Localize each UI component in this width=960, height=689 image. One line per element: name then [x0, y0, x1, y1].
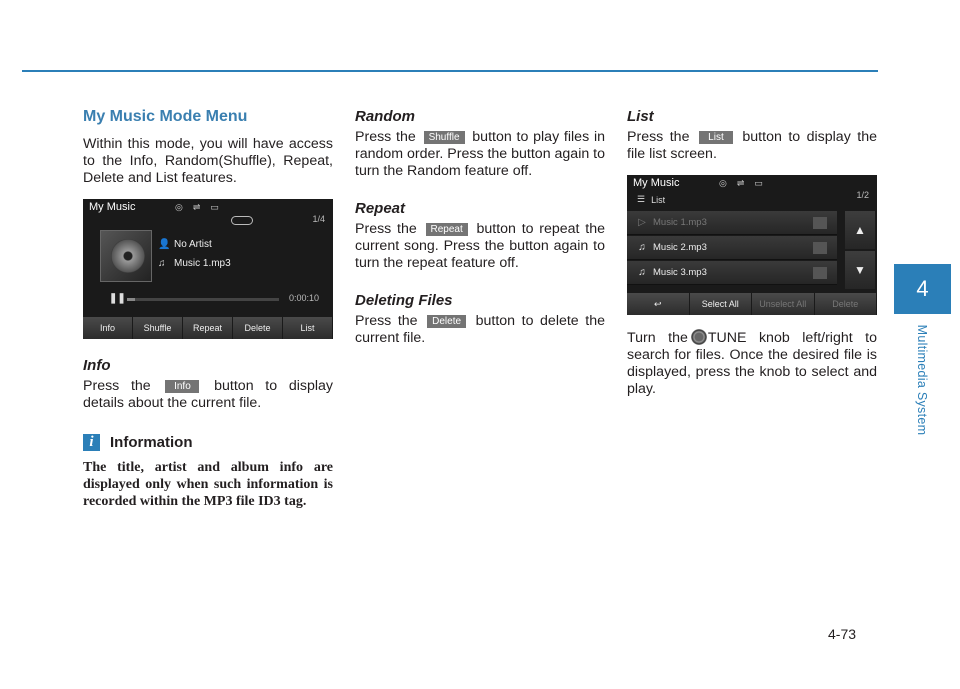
list-button-bar: [627, 293, 877, 315]
column-1: [83, 108, 333, 510]
music-note-icon: ♫: [638, 242, 646, 253]
progress-bar[interactable]: [127, 298, 279, 301]
song-name: Music 1.mp3: [174, 258, 231, 269]
text: Press the: [627, 129, 690, 145]
file-row[interactable]: [627, 261, 837, 285]
text: button to repeat the current song. Press the button again to turn the repeat feature off.: [355, 221, 605, 271]
intro-paragraph: Within this mode, you will have access to the Info, Random(Shuffle), Repeat, Delete and List features.: [83, 136, 333, 186]
list-icon: ☰: [637, 194, 646, 204]
list-paragraph: [627, 129, 877, 163]
checkbox[interactable]: [813, 217, 827, 229]
text: Turn the: [627, 330, 688, 346]
toggle-icon: [231, 216, 253, 225]
file-name: Music 1.mp3: [653, 217, 707, 228]
info-paragraph: [83, 378, 333, 412]
list-label: List: [651, 194, 666, 205]
list-chip: List: [699, 131, 733, 144]
text: button to play files in random order. Press the button again to turn the Random feature off.: [355, 129, 606, 179]
usb-icon: ⇌: [736, 178, 755, 188]
disc-icon: ◎: [175, 202, 193, 212]
cd-icon: [111, 239, 145, 273]
music-note-icon: ♫: [158, 258, 166, 269]
information-heading: [83, 434, 333, 451]
text: button to display details about the current file.: [83, 378, 333, 411]
status-icons: [719, 178, 773, 189]
progress-fill: [127, 298, 135, 301]
music-screen: [83, 199, 333, 339]
play-time: 0:00:10: [289, 293, 320, 303]
scroll-up-button[interactable]: [845, 211, 875, 249]
list-screen: [627, 175, 877, 315]
shuffle-button[interactable]: Shuffle: [133, 317, 183, 339]
info-button[interactable]: Info: [83, 317, 133, 339]
information-title: Information: [110, 434, 193, 451]
battery-icon: ▭: [210, 202, 229, 212]
column-3: [627, 108, 877, 398]
repeat-button[interactable]: Repeat: [183, 317, 233, 339]
scroll-down-button[interactable]: [845, 251, 875, 289]
back-button[interactable]: [627, 293, 690, 315]
tune-knob-icon: [691, 329, 707, 345]
section-heading: My Music Mode Menu: [83, 108, 248, 125]
status-icons: [175, 202, 229, 213]
artist-row: [158, 239, 212, 250]
list-subtitle: [637, 194, 665, 205]
random-paragraph: [355, 129, 605, 180]
text: Press the: [355, 221, 417, 237]
text: button to display the file list screen.: [627, 129, 877, 162]
info-heading: Info: [83, 357, 111, 374]
repeat-chip: Repeat: [426, 223, 468, 236]
information-icon: i: [83, 434, 100, 451]
delete-button[interactable]: Delete: [233, 317, 283, 339]
file-row[interactable]: [627, 211, 837, 235]
arrow-up-icon: ▲: [854, 223, 866, 237]
screen-title: My Music: [89, 201, 136, 213]
song-row: [158, 258, 231, 269]
delete-files-button[interactable]: Delete: [815, 293, 878, 315]
text: Press the: [355, 129, 416, 145]
unselect-all-button[interactable]: Unselect All: [752, 293, 815, 315]
text: button to delete the current file.: [355, 313, 605, 346]
file-name: Music 3.mp3: [653, 267, 707, 278]
checkbox[interactable]: [813, 267, 827, 279]
disc-icon: ◎: [719, 178, 737, 188]
info-chip: Info: [165, 380, 199, 393]
screen-title: My Music: [633, 177, 680, 189]
back-arrow-icon: ↩: [653, 298, 662, 309]
file-name: Music 2.mp3: [653, 242, 707, 253]
checkbox[interactable]: [813, 242, 827, 254]
repeat-heading: Repeat: [355, 200, 406, 217]
top-rule: [22, 70, 878, 72]
select-all-button[interactable]: Select All: [690, 293, 753, 315]
column-2: [355, 108, 605, 347]
person-icon: 👤: [158, 239, 171, 250]
list-button[interactable]: List: [283, 317, 333, 339]
usb-icon: ⇌: [192, 202, 211, 212]
track-count: 1/4: [312, 214, 325, 224]
text: TUNE knob left/right to search for files. Once the desired file is displayed, press the knob to select and play.: [627, 330, 877, 397]
chapter-label: Multimedia System: [915, 324, 929, 436]
random-heading: Random: [355, 108, 415, 125]
artist-name: No Artist: [174, 239, 212, 250]
delete-chip: Delete: [427, 315, 466, 328]
pause-icon[interactable]: ❚❚: [109, 293, 126, 304]
delete-paragraph: [355, 313, 605, 347]
tune-paragraph: [627, 329, 877, 398]
file-row[interactable]: [627, 236, 837, 260]
arrow-down-icon: ▼: [854, 263, 866, 277]
chapter-number: 4: [916, 276, 929, 301]
music-note-icon: ♫: [638, 267, 646, 278]
battery-icon: ▭: [754, 178, 773, 188]
chapter-tab: [894, 264, 951, 314]
mode-button-bar: [83, 317, 333, 339]
play-icon: ▷: [638, 217, 646, 228]
shuffle-chip: Shuffle: [424, 131, 465, 144]
information-note: The title, artist and album info are displayed only when such information is recorded within the MP3 file ID3 tag.: [83, 460, 333, 509]
text: Press the: [83, 378, 151, 394]
album-art: [100, 230, 152, 282]
text: Press the: [355, 313, 418, 329]
repeat-paragraph: [355, 221, 605, 272]
page-number: 4-73: [828, 626, 857, 642]
list-heading: List: [627, 108, 654, 125]
delete-heading: Deleting Files: [355, 292, 453, 309]
page-count: 1/2: [856, 190, 869, 200]
